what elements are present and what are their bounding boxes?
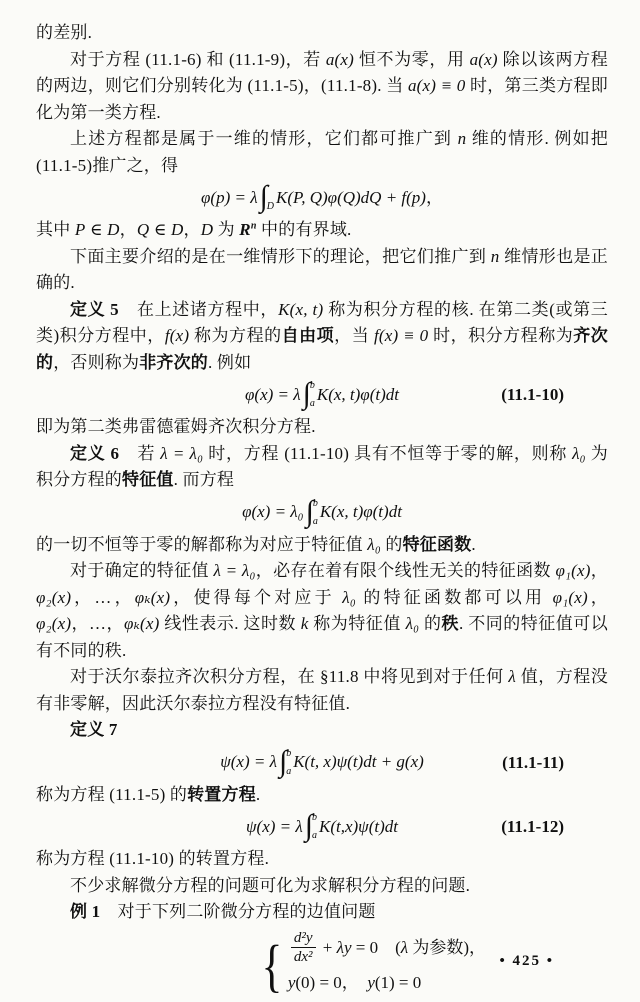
text-run: 称为方程 (11.1-10) 的转置方程.	[36, 849, 270, 868]
text-run: . 不同的特征值可以有不同的秩.	[36, 614, 608, 660]
text-run: λ	[508, 667, 516, 686]
text-run: . 而方程	[173, 470, 235, 489]
paragraph	[36, 244, 608, 297]
text-run: λ	[400, 937, 409, 957]
text-run: K(t,x)ψ(t)dt	[318, 816, 398, 836]
text-run: 的特征函数都可以用	[355, 587, 553, 607]
text-run: D	[107, 220, 120, 239]
integral-sign: ∫ b a	[304, 809, 317, 842]
text-run: 称为特征值	[308, 614, 406, 633]
text-run: 的一切不恒等于零的解都称为对应于特征值	[36, 534, 368, 554]
text-run: φ₁(x)	[552, 587, 588, 607]
paragraph	[36, 47, 608, 127]
text-run: φ(x) = λ	[245, 384, 301, 404]
display-formula-11-1-11	[36, 746, 608, 780]
text-run: .	[255, 784, 261, 804]
text-run: λ = λ₀	[160, 443, 204, 463]
text-run: 时，方程 (11.1-10) 具有不恒等于零的解，则称	[203, 443, 573, 463]
system-boundary-conditions	[288, 966, 486, 1001]
paragraph-continuation	[36, 20, 608, 47]
text-run: ，必存在着有限个线性无关的特征函数	[255, 561, 556, 580]
paragraph	[36, 126, 608, 179]
text-run: ，使得每个对应于	[170, 587, 343, 607]
text-run: 对于确定的特征值	[70, 561, 214, 580]
text-run: k	[300, 614, 309, 633]
system-rows	[288, 931, 486, 1001]
text-run: 下面主要介绍的是在一维情形下的理论，把它们推广到	[70, 246, 491, 266]
text-run: f(x)	[164, 326, 190, 345]
text-run: K(t, x)ψ(t)dt + g(x)	[293, 752, 424, 772]
text-run: 为	[213, 220, 240, 239]
text-run: (0) = 0，	[295, 972, 368, 992]
text-run: ，	[587, 587, 609, 607]
text-run: 秩	[441, 614, 460, 633]
paragraph	[36, 558, 608, 664]
equation-number: (11.1-12)	[501, 816, 564, 836]
text-run: 维情形也是正确的.	[36, 246, 608, 292]
text-run: 的	[380, 534, 403, 554]
formula-body	[242, 494, 402, 528]
text-run: 对于方程 (11.1-6) 和 (11.1-9)，若	[70, 49, 326, 69]
text-run: = 0 (	[351, 937, 401, 957]
text-run: 中的有界域.	[256, 220, 352, 239]
text-run: K(x, t)φ(t)dt	[319, 502, 402, 522]
paragraph-definition-6	[36, 441, 608, 494]
text-run: ∈	[85, 220, 108, 239]
text-run: φ₂(x)	[36, 614, 72, 633]
text-run: 上述方程都是属于一维的情形，它们都可推广到	[70, 129, 458, 148]
text-run: ψ(x) = λ	[220, 752, 277, 772]
integral-sign: ∫ b a	[305, 494, 318, 528]
text-run: K(x, t)φ(t)dt	[316, 384, 399, 404]
display-formula-11-1-12	[36, 810, 608, 844]
formula-body	[201, 180, 443, 213]
display-formula-eigen	[36, 496, 608, 530]
text-run: φₖ(x)	[124, 614, 160, 633]
text-run: 定义 5	[70, 299, 119, 319]
text-run: 即为第二类弗雷德霍姆齐次积分方程.	[36, 417, 316, 436]
text-run: 值，方程没有非零解，因此沃尔泰拉方程没有特征值.	[36, 667, 609, 713]
text-run: ，	[425, 187, 443, 207]
text-run: 转置方程	[187, 784, 256, 804]
page-number: • 425 •	[499, 953, 554, 969]
text-run: 齐次的	[36, 326, 608, 372]
text-run: y	[287, 972, 296, 992]
text-run: 时，第三类方程即化为第一类方程.	[36, 76, 608, 122]
text-run: 对于下列二阶微分方程的边值问题	[100, 902, 376, 921]
system-equation	[288, 931, 486, 966]
display-formula-n-dim	[36, 181, 608, 215]
text-run: f(x) ≡ 0	[373, 326, 429, 345]
text-run: .	[471, 534, 476, 554]
text-run: ，	[183, 220, 201, 239]
text-run: a(x)	[469, 49, 498, 69]
text-run: 自由项	[281, 326, 335, 345]
text-run: ，	[590, 561, 608, 580]
formula-body	[245, 377, 399, 410]
integral-sign: ∫ D	[259, 180, 275, 213]
text-run: ，否则称为	[53, 352, 140, 372]
formula-body	[220, 744, 424, 778]
text-run: Q	[136, 220, 150, 239]
paragraph-continuation	[36, 532, 608, 559]
text-run: 恒不为零，用	[353, 49, 470, 69]
equation-number: (11.1-11)	[502, 752, 564, 772]
text-run: a(x)	[325, 49, 354, 69]
text-run: ，…，	[71, 614, 125, 633]
text-run: φ(p) = λ	[201, 187, 258, 207]
text-column	[36, 20, 608, 1002]
text-run: ，当	[334, 326, 374, 345]
paragraph-example-1	[36, 899, 608, 926]
text-run: 定义 6	[70, 443, 120, 463]
text-run: 称为积分方程的核. 在第二类(或第三类)积分方程中，	[36, 299, 608, 345]
text-run: λ₀	[572, 443, 586, 463]
text-run: 其中	[36, 220, 75, 239]
equation-number: (11.1-10)	[501, 384, 564, 404]
paragraph-definition-5	[36, 297, 608, 377]
paragraph-definition-7	[36, 717, 608, 744]
text-run: 特征函数	[402, 534, 472, 554]
text-run: . 例如	[208, 352, 252, 372]
text-run: y	[367, 972, 375, 992]
fraction: $\frac{\text{d²y}}{\text{dx²}}$	[291, 930, 316, 967]
text-run: P	[74, 220, 86, 239]
text-run: 特征值	[122, 470, 174, 489]
text-run: D	[171, 220, 184, 239]
text-run: λy	[336, 937, 352, 957]
left-brace: {	[261, 932, 283, 998]
text-run: 维的情形. 例如把 (11.1-5)推广之，得	[36, 129, 609, 175]
text-run: 为参数)，	[408, 937, 487, 957]
text-run: ，…，	[71, 587, 135, 607]
text-run: φ₁(x)	[555, 561, 591, 580]
text-run: ∈	[149, 220, 171, 239]
text-run: φₖ(x)	[134, 587, 171, 607]
formula-body	[246, 809, 398, 842]
text-run: K(P, Q)φ(Q)dQ + f(p)	[276, 187, 426, 207]
text-run: n	[490, 246, 500, 266]
text-run: a(x) ≡ 0	[407, 76, 466, 95]
text-run: 若	[119, 443, 161, 463]
paragraph	[36, 873, 608, 900]
text-run: ，	[119, 220, 137, 239]
text-run: λ₀	[405, 614, 420, 633]
text-run: 的	[419, 614, 442, 633]
paragraph	[36, 664, 608, 717]
paragraph-continuation	[36, 414, 608, 441]
text-run: (1) = 0	[374, 972, 422, 992]
text-run: 时，积分方程称为	[428, 326, 574, 345]
text-run: 例 1	[70, 902, 101, 921]
text-run: 称为方程的	[189, 326, 282, 345]
paragraph-continuation	[36, 217, 608, 244]
text-run: n	[457, 129, 467, 148]
text-run: φ(x) = λ₀	[242, 502, 304, 522]
text-run: 非齐次的	[139, 352, 209, 372]
integral-sign: ∫ b a	[302, 377, 315, 410]
integral-sign: ∫ b a	[278, 744, 292, 778]
text-run: φ₂(x)	[36, 587, 72, 607]
text-run: 在上述诸方程中，	[118, 299, 279, 319]
text-run: 定义 7	[70, 720, 118, 739]
text-run: +	[318, 937, 337, 957]
text-run: $R^n$	[239, 220, 257, 239]
text-run: ψ(x) = λ	[246, 816, 303, 836]
paragraph-continuation	[36, 782, 608, 809]
text-run: λ₀	[367, 534, 381, 554]
text-run: D	[200, 220, 214, 239]
text-run: 除以该两方程的两边，则它们分别转化为 (11.1-5)，(11.1-8). 当	[36, 49, 608, 95]
text-run: λ = λ₀	[213, 561, 256, 580]
text-run: 的差别.	[36, 23, 93, 42]
text-run: 不少求解微分方程的问题可化为求解积分方程的问题.	[70, 875, 471, 895]
paragraph-continuation	[36, 846, 608, 873]
text-run: λ₀	[342, 587, 356, 607]
text-run: K(x, t)	[278, 299, 324, 319]
display-formula-11-1-10	[36, 378, 608, 412]
text-run: 称为方程 (11.1-5) 的	[36, 784, 188, 804]
text-run: 为积分方程的	[36, 443, 608, 489]
text-run: 线性表示. 这时数	[159, 614, 301, 633]
text-run: 对于沃尔泰拉齐次积分方程，在 §11.8 中将见到对于任何	[70, 667, 509, 686]
